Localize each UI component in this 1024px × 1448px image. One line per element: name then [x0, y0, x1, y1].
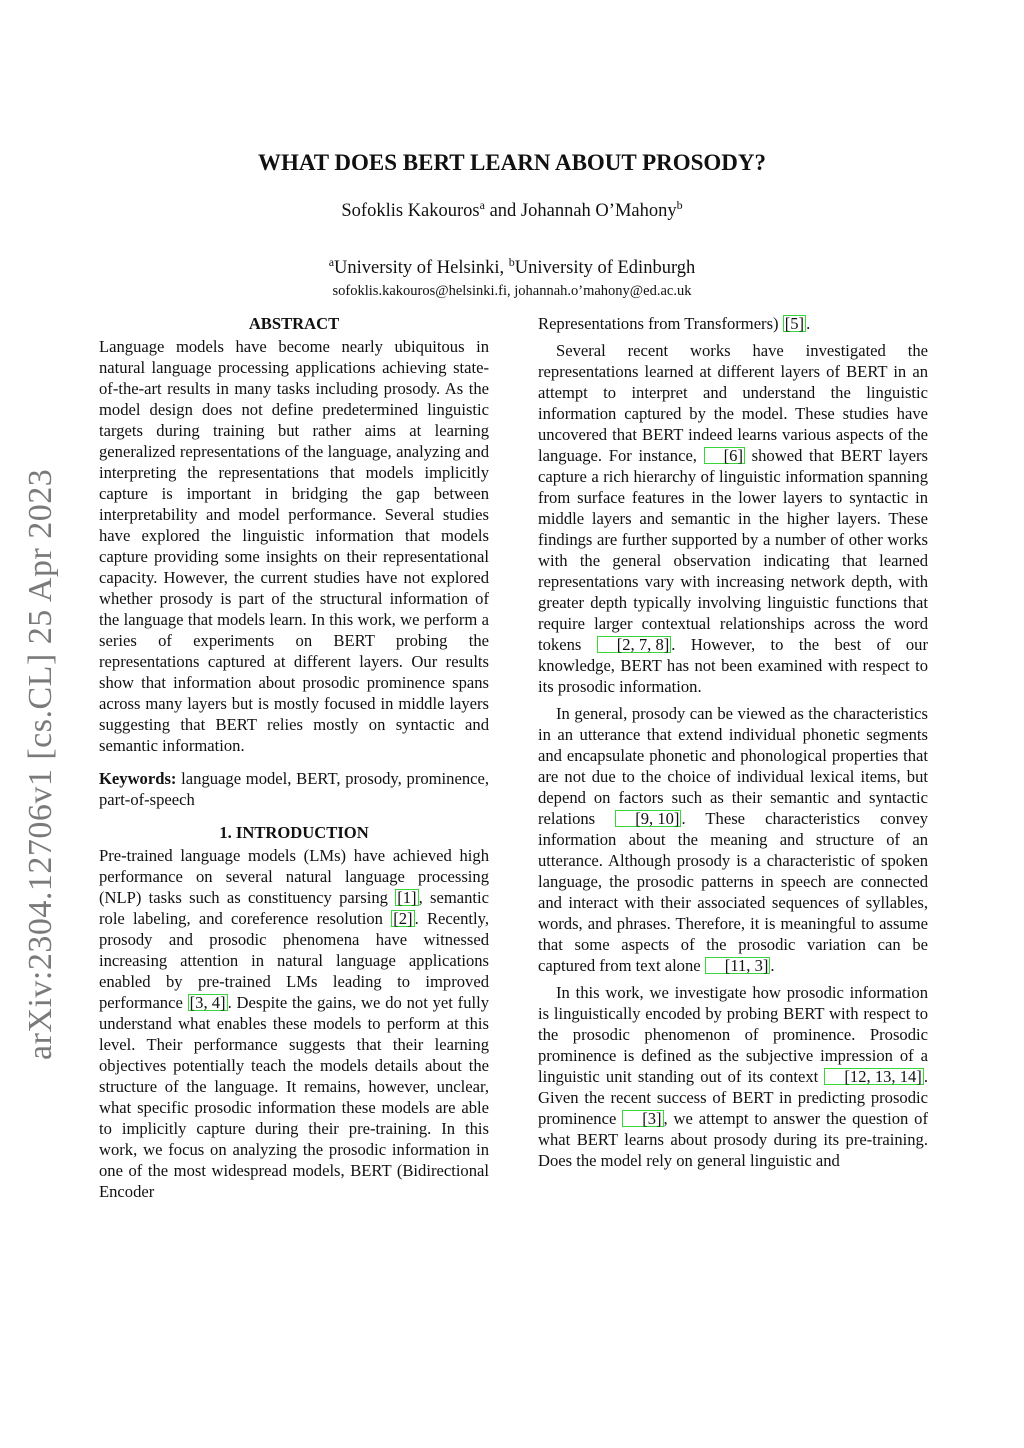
affil-a-marker: a [328, 255, 335, 269]
keywords-label: Keywords: [99, 769, 177, 788]
author-2: and Johannah O’Mahony [484, 201, 677, 221]
affiliations [0, 255, 1024, 279]
text-run: . Recently, prosody and prosodic phenomena have witnessed increasing attention in natural language applications enabled by pre-trained LMs leading to improved performance [99, 909, 489, 1012]
left-column [99, 313, 489, 1202]
keywords-text: language model, BERT, prosody, prominence, part-of-speech [99, 769, 489, 809]
text-run: In this work, we investigate how prosodic information is linguistically encoded by probing BERT with respect to the prosodic phenomenon of prominence. Prosodic prominence is defined as the subjective impression of a linguistic unit standing out of its context [538, 983, 928, 1086]
text-run: In general, prosody can be viewed as the characteristics in an utterance that extend individual phonetic segments and encapsulate phonetic and phonological properties that are not due to the choice of individual lexical items, but depend on factors such as their semantic and syntactic relations [538, 704, 928, 828]
text-run: . These characteristics convey information about the meaning and structure of an utterance. Although prosody is a characteristic of spoken language, the prosodic patterns in speech are connected and interact with their associated sequences of syllables, words, and phrases. Therefore, it is meaningful to assume that some aspects of the prosodic variation can be captured from text alone [538, 809, 928, 975]
text-run: , semantic role labeling, and coreference resolution [99, 888, 489, 928]
affil-b: University of Edinburgh [514, 258, 696, 278]
intro-paragraph-3 [538, 703, 928, 976]
text-run: Pre-trained language models (LMs) have achieved high performance on several natural language processing (NLP) tasks such as constituency parsing [99, 846, 489, 907]
citation-link[interactable]: [1] [397, 888, 417, 907]
intro-paragraph-1-continued [538, 313, 928, 334]
author-2-marker: b [676, 198, 683, 212]
intro-paragraph-2 [538, 340, 928, 697]
text-run: . [806, 314, 811, 333]
authors [0, 198, 1024, 222]
text-run: . Given the recent success of BERT in predicting prosodic prominence [538, 1067, 928, 1128]
intro-heading: 1. INTRODUCTION [219, 823, 369, 842]
abstract-text: Language models have become nearly ubiquitous in natural language processing applications achieving state-of-the-art results in many tasks including prosody. As the model design does not define predetermined linguistic targets during training but rather aims at learning generalized representations of the language, analyzing and interpreting the representations that models implicitly capture is important in bridging the gap between interpretability and model performance. Several studies have explored the linguistic information that models capture providing some insights on their representational capacity. However, the current studies have not explored whether prosody is part of the structural information of the language that models learn. In this work, we perform a series of experiments on BERT probing the representations captured at different layers. Our results show that information about prosodic prominence spans across many layers but is mostly focused in middle layers suggesting that BERT relies mostly on syntactic and semantic information. [99, 337, 489, 755]
intro-paragraph-4 [538, 982, 928, 1171]
arxiv-identifier: arXiv:2304.12706v1 [cs.CL] 25 Apr 2023 [22, 468, 59, 1060]
citation-link[interactable]: [2] [393, 909, 413, 928]
citation-link[interactable]: [2, 7, 8] [597, 636, 672, 653]
intro-paragraph-1 [99, 845, 489, 1202]
citation-link[interactable]: [5] [784, 314, 805, 333]
keywords [99, 768, 489, 810]
text-run: Representations from Transformers) [538, 314, 783, 333]
affil-b-marker: b [508, 255, 515, 269]
text-run: . However, to the best of our knowledge, BERT has not been examined with respect to its prosodic information. [538, 635, 928, 696]
citation-link[interactable]: [12, 13, 14] [824, 1068, 923, 1085]
citation-link[interactable]: [11, 3] [705, 957, 771, 974]
abstract-heading: ABSTRACT [248, 314, 340, 333]
author-1: Sofoklis Kakouros [341, 201, 480, 221]
citation-link[interactable]: [6] [704, 447, 745, 464]
paper-title: WHAT DOES BERT LEARN ABOUT PROSODY? [257, 150, 767, 175]
text-run: . Despite the gains, we do not yet fully understand what enables these models to perform at this level. Their performance suggests that their learning objectives potentially teach the models details about the structure of the language. It remains, however, unclear, what specific prosodic information these models are able to implicitly capture during their pre-training. In this work, we focus on analyzing the prosodic information in one of the most widespread models, BERT (Bidirectional Encoder [99, 993, 490, 1201]
author-emails: sofoklis.kakouros@helsinki.fi, johannah.o’mahony@ed.ac.uk [332, 283, 692, 299]
affil-a: University of Helsinki, [334, 258, 509, 278]
right-column [538, 313, 928, 1171]
text-run: Several recent works have investigated the representations learned at different layers of BERT in an attempt to interpret and understand the linguistic information captured by the model. These studies have uncovered that BERT indeed learns various aspects of the language. For instance, [538, 341, 928, 465]
citation-link[interactable]: [9, 10] [615, 810, 681, 827]
text-run: . [770, 956, 775, 975]
text-run: , we attempt to answer the question of what BERT learns about prosody during its pre-training. Does the model rely on general linguistic and [538, 1109, 928, 1170]
citation-link[interactable]: [3, 4] [189, 993, 226, 1012]
text-run: showed that BERT layers capture a rich hierarchy of linguistic information spanning from surface features in the lower layers to syntactic in middle layers and semantic in the higher layers. These findings are further supported by a number of other works with the general observation indicating that learned representations vary with increasing network depth, with greater depth typically involving linguistic functions that require larger contextual relationships across the word tokens [538, 446, 929, 654]
author-1-marker: a [479, 198, 485, 212]
citation-link[interactable]: [3] [622, 1110, 663, 1127]
